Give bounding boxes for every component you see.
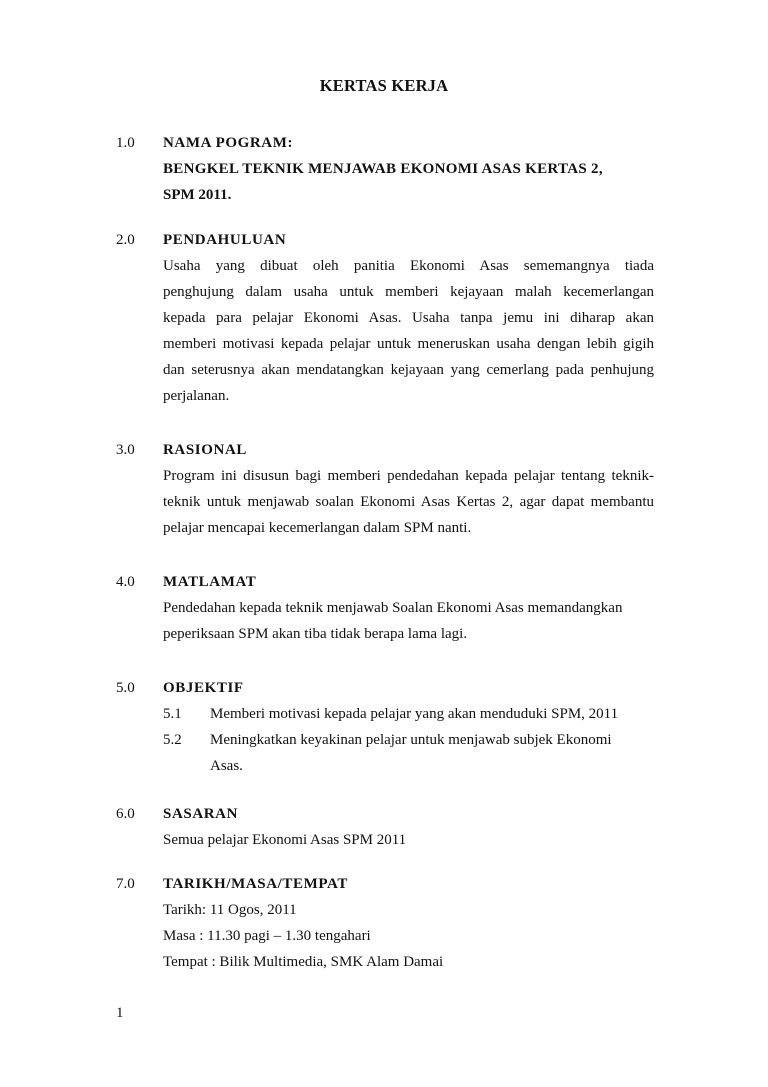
- document-title: KERTAS KERJA: [319, 76, 449, 95]
- objective-item: [163, 727, 654, 753]
- section-line: BENGKEL TEKNIK MENJAWAB EKONOMI ASAS KERTAS 2,: [163, 161, 603, 177]
- section-line: Pendedahan kepada teknik menjawab Soalan Ekonomi Asas memandangkan: [163, 600, 623, 616]
- section-heading: PENDAHULUAN: [163, 232, 287, 248]
- section-line: penghujung dalam usaha untuk memberi kejayaan malah kecemerlangan: [163, 284, 654, 300]
- page-number: 1: [116, 1005, 124, 1021]
- objective-text: Meningkatkan keyakinan pelajar untuk menjawab subjek Ekonomi: [210, 732, 612, 748]
- section-heading: NAMA POGRAM:: [163, 135, 294, 151]
- section-number: 3.0: [116, 442, 135, 458]
- section-line: Program ini disusun bagi memberi pendedahan kepada pelajar tentang teknik-: [163, 468, 654, 484]
- section-number: 5.0: [116, 680, 135, 696]
- objective-number: 5.2: [163, 732, 182, 748]
- section-line: dan seterusnya akan mendatangkan kejayaan yang cemerlang pada penhujung: [163, 362, 654, 378]
- section-line: Semua pelajar Ekonomi Asas SPM 2011: [163, 832, 407, 848]
- section-line: perjalanan.: [163, 388, 230, 404]
- section-number: 1.0: [116, 135, 135, 151]
- section-heading: OBJEKTIF: [163, 680, 244, 696]
- section-line: memberi motivasi kepada pelajar untuk meneruskan usaha dengan lebih gigih: [163, 336, 654, 352]
- section-line: kepada para pelajar Ekonomi Asas. Usaha tanpa jemu ini diharap akan: [163, 310, 654, 326]
- section-number: 6.0: [116, 806, 135, 822]
- section-number: 2.0: [116, 232, 135, 248]
- section-line: pelajar mencapai kecemerlangan dalam SPM nanti.: [163, 520, 472, 536]
- section-line: Masa : 11.30 pagi – 1.30 tengahari: [163, 928, 371, 944]
- section-number: 4.0: [116, 574, 135, 590]
- objective-number: 5.1: [163, 706, 182, 722]
- section-heading: TARIKH/MASA/TEMPAT: [163, 876, 348, 892]
- section-line: SPM 2011.: [163, 187, 232, 203]
- objective-item: [163, 701, 654, 727]
- section-number: 7.0: [116, 876, 135, 892]
- section-line: Tempat : Bilik Multimedia, SMK Alam Damai: [163, 954, 444, 970]
- objective-item-continuation: [163, 753, 654, 779]
- objective-text: Asas.: [210, 758, 243, 774]
- section-heading: MATLAMAT: [163, 574, 257, 590]
- section-heading: RASIONAL: [163, 442, 247, 458]
- section-line: peperiksaan SPM akan tiba tidak berapa lama lagi.: [163, 626, 468, 642]
- objective-text: Memberi motivasi kepada pelajar yang akan menduduki SPM, 2011: [210, 706, 619, 722]
- section-line: teknik untuk menjawab soalan Ekonomi Asas Kertas 2, agar dapat membantu: [163, 494, 654, 510]
- section-line: Tarikh: 11 Ogos, 2011: [163, 902, 297, 918]
- section-heading: SASARAN: [163, 806, 239, 822]
- section-line: Usaha yang dibuat oleh panitia Ekonomi Asas sememangnya tiada: [163, 258, 654, 274]
